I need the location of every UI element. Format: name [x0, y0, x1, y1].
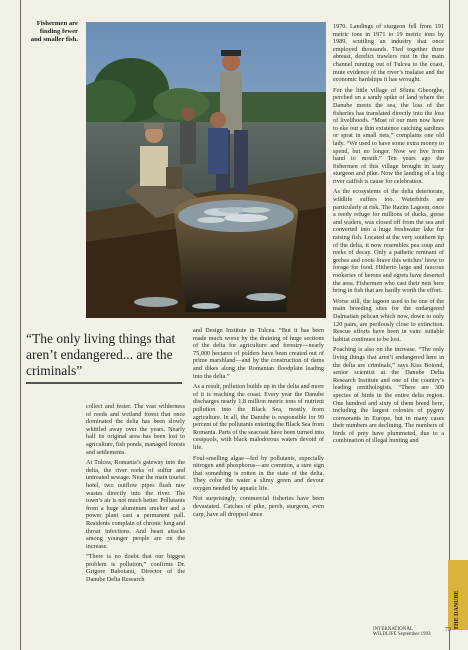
pull-quote: “The only living things that aren’t endangered... are the criminals”	[26, 331, 176, 378]
page-footer: INTERNATIONAL WILDLIFE September 1993	[373, 627, 431, 637]
article-column-3	[333, 23, 444, 448]
paragraph: “There is no doubt that our biggest problem is pollution,” confirms Dr. Grigore Baboianu, Director of the Danube Delta Research	[86, 553, 185, 584]
paragraph: and Design Institute in Tulcea. “But it has been made much worse by the draining of huge sections of the delta for agriculture and forestry—nearly 75,000 hectares of polders have been created out of prime marshland—and by the construction of dams and dikes along the Romanian floodplain leading into the delta.”	[193, 327, 324, 380]
paragraph: Foul-smelling algae—fed by pollutants, especially nitrogen and phosphorus—are common, a sure sign that something is rotten in the state of the delta. They color the water a slimy green and devour oxygen needed by aquatic life.	[193, 454, 324, 492]
paragraph: As the ecosystems of the delta deteriorate, wildlife suffers too. Waterbirds are particularly at risk. The Razim Lagoon, once a reedy refuge for millions of ducks, geese and waders, was closed off from the sea and converted into a huge freshwater lake for raising fish. Located at the very southern tip of the delta, it now resembles pea soup and reeks of decay. Only a pathetic remnant of grebes and coots brave this witches’ brew to forage for food. Hitherto large and raucous rookeries of herons and egrets have deserted the area. Fishermen who cast their nets here bring in fish that are hardly worth the effort.	[333, 188, 444, 295]
paragraph: At Tulcea, Romania’s gateway into the delta, the river reeks of sulfur and untreated sewage. Near the main tourist hotel, two outflow pipes flush raw wastes directly into the river. The town’s air is not much better. Pollutants from a huge aluminum smelter and a power plant cast a permanent pall. Residents complain of chronic lung and throat infections. And heart attacks among younger people are on the increase.	[86, 459, 185, 550]
paragraph: As a result, pollution builds up in the delta and more of it is reaching the coast. Every year the Danube discharges nearly 1.8 million metric tons of nutrient pollution into the Black Sea, mostly from agriculture. In all, the Danube is responsible for 99 percent of the pollutants entering the Black Sea from Romania. Parts of the seacoast have been turned into cesspools, with black malodorous waters devoid of life.	[193, 383, 324, 451]
fishermen-photo	[86, 22, 326, 318]
article-column-1	[86, 403, 185, 587]
paragraph: For the little village of Sfintu Gheorghe, perched on a sandy spike of land where the Danube meets the sea, the loss of the fisheries has translated directly into the loss of livelihoods. “Most of our men now have to eke out a thin existence catching sardines or sprat in small nets,” complains one old lady. “We used to have some extra money to spend, but no longer. Now we live from hand to mouth.” Ten years ago the fishermen of this village brought in tasty sturgeon and pike. Now the landing of a big river catfish is cause for celebration.	[333, 86, 444, 185]
paragraph: Worse still, the lagoon used to be one of the main breeding sites for the endangered Dalmatian pelican which now, down to only 120 pairs, are perilously close to extinction. Rescue efforts have been in vain: suitable habitat continues to be lost.	[333, 297, 444, 343]
paragraph: collect and fester. The vast wilderness of reeds and wetland forest that once dominated the delta has been slowly whittled away over the years. Nearly half its original area has been lost to agriculture, fish ponds, managed forests and settlements.	[86, 403, 185, 456]
page-number: 73	[445, 627, 451, 633]
paragraph: Not surprisingly, commercial fisheries have been devastated. Catches of pike, perch, sturgeon, even carp, have all dropped since	[193, 495, 324, 518]
paragraph: 1970. Landings of sturgeon fell from 191 metric tons in 1971 to 19 metric tons by 1989, scuttling an industry that once employed thousands. Tied together three abreast, derelict trawlers rust in the main channel running out of Tulcea to the coast, mute evidence of the river’s malaise and the economic hardships it has wrought.	[333, 23, 444, 84]
section-tab-label: THE DANUBE	[454, 590, 460, 630]
fishermen-photo-illustration	[86, 22, 326, 318]
quote-divider	[26, 382, 182, 384]
paragraph: Poaching is also on the increase. “The only living things that aren’t endangered here in the delta are criminals,” says Kiss Botond, senior scientist at the Danube Delta Research Institute and one of the country’s leading ornithologists. “There are 300 species of birds in the entire delta region. One hundred and sixty of them breed here, including the largest colonies of pygmy cormorants in Europe, but in many cases their numbers are declining. The numbers of birds of prey have plummeted, due to a combination of illegal hunting and	[333, 346, 444, 445]
photo-caption: Fishermen are finding fewer and smaller fish.	[30, 20, 78, 43]
article-column-2	[193, 327, 324, 521]
